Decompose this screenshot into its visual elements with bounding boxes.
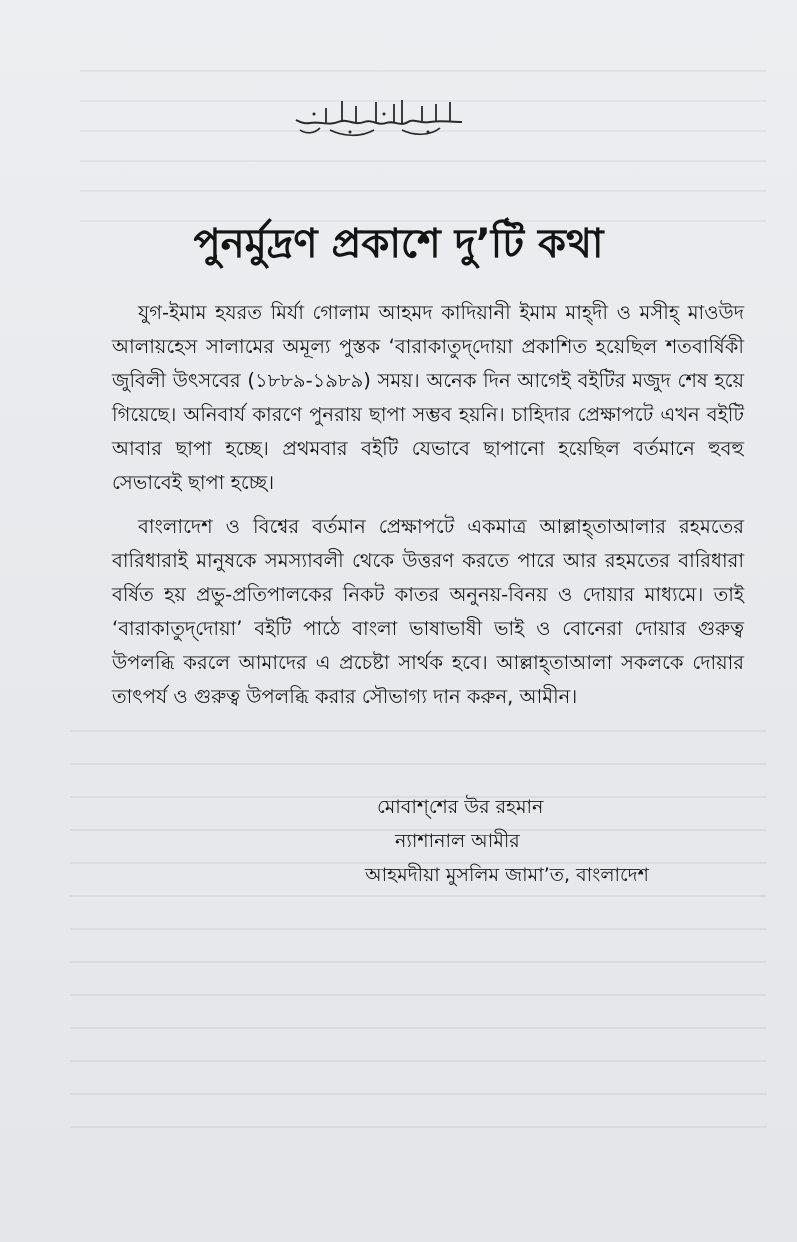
page-title: পুনর্মুদ্রণ প্রকাশে দু’টি কথা (193, 221, 604, 267)
signature-role: ন্যাশানাল আমীর (395, 830, 520, 852)
signature-name: মোবাশ্‌শের উর রহমান (377, 796, 544, 818)
signature-organization: আহমদীয়া মুসলিম জামা’ত, বাংলাদেশ (365, 864, 649, 886)
bismillah-text: بسم الله الرحمن الرحيم (374, 140, 386, 141)
bismillah-calligraphy (290, 92, 470, 142)
paragraph-1: যুগ-ইমাম হযরত মির্যা গোলাম আহমদ কাদিয়ানী ইমাম মাহ্‌দী ও মসীহ্‌ মাওউদ আলায়হেস সালামের অমূল্য পুস্তক ‘বারাকাতুদ্‌দোয়া প্রকাশিত হয়েছিল শতবার্ষিকী জুবিলী উৎসবের (১৮৮৯-১৯৮৯) সময়। অনেক দিন আগেই বইটির মজুদ শেষ হয়ে গিয়েছে। অনিবার্য কারণে পুনরায় ছাপা সম্ভব হয়নি। চাহিদার প্রেক্ষাপটে এখন বইটি আবার ছাপা হচ্ছে। প্রথমবার বইটি যেভাবে ছাপানো হয়েছিল বর্তমানে হুবহু সেভাবেই ছাপা হচ্ছে। (112, 301, 744, 494)
paragraph-2: বাংলাদেশ ও বিশ্বের বর্তমান প্রেক্ষাপটে একমাত্র আল্লাহ্‌তাআলার রহমতের বারিধারাই মানুষকে সমস্যাবলী থেকে উত্তরণ করতে পারে আর রহমতের বারিধারা বর্ষিত হয় প্রভু-প্রতিপালকের নিকট কাতর অনুনয়-বিনয় ও দোয়ার মাধ্যমে। তাই ‘বারাকাতুদ্‌দোয়া’ বইটি পাঠে বাংলা ভাষাভাষী ভাই ও বোনেরা দোয়ার গুরুত্ব উপলব্ধি করলে আমাদের এ প্রচেষ্টা সার্থক হবে। আল্লাহ্‌তাআলা সকলকে দোয়ার তাৎপর্য ও গুরুত্ব উপলব্ধি করার সৌভাগ্য দান করুন, আমীন। (112, 515, 744, 708)
signature-block (365, 790, 685, 892)
